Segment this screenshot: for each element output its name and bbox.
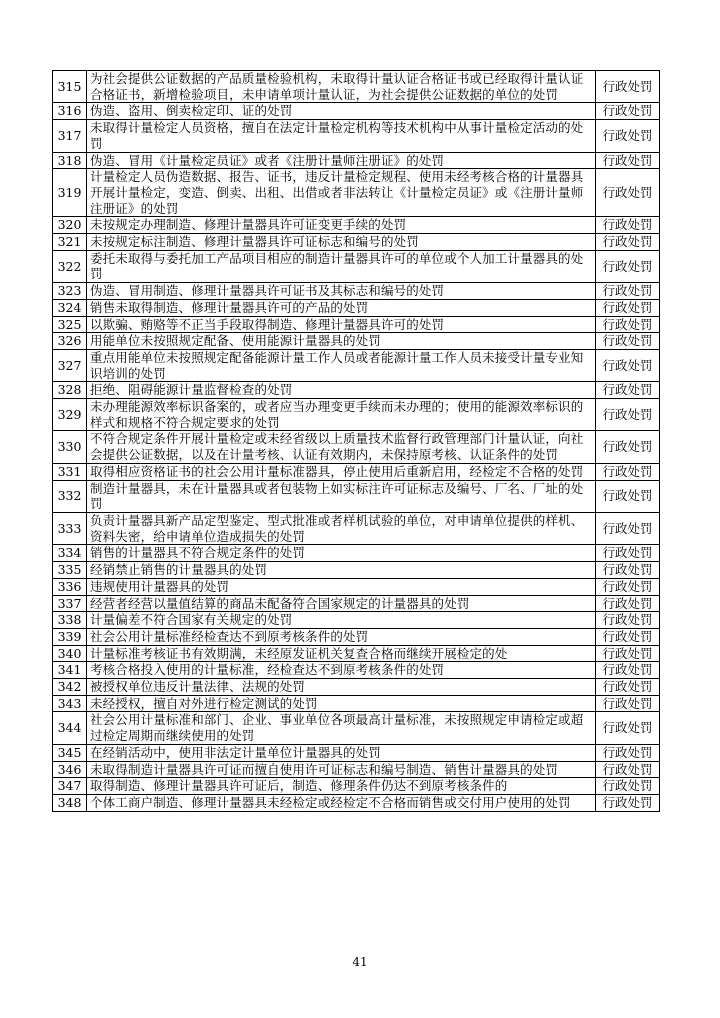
table-row bbox=[53, 778, 660, 795]
row-category: 行政处罚 bbox=[596, 250, 660, 282]
row-number: 334 bbox=[53, 545, 87, 562]
row-description: 在经销活动中，使用非法定计量单位计量器具的处罚 bbox=[87, 744, 596, 761]
row-category: 行政处罚 bbox=[596, 679, 660, 696]
row-number: 318 bbox=[53, 152, 87, 169]
row-description: 不符合规定条件开展计量检定或未经省级以上质量技术监督行政管理部门计量认证，向社会提供公证数据，以及在计量考核、认证有效期内，未保持原考核、认证条件的处罚 bbox=[87, 431, 596, 463]
row-number: 343 bbox=[53, 695, 87, 712]
row-category: 行政处罚 bbox=[596, 612, 660, 629]
row-number: 330 bbox=[53, 431, 87, 463]
row-category: 行政处罚 bbox=[596, 778, 660, 795]
row-category: 行政处罚 bbox=[596, 152, 660, 169]
table-row bbox=[53, 71, 660, 103]
table-row bbox=[53, 382, 660, 399]
table-row bbox=[53, 679, 660, 696]
row-number: 340 bbox=[53, 645, 87, 662]
table-row bbox=[53, 794, 660, 811]
row-category: 行政处罚 bbox=[596, 712, 660, 744]
row-category: 行政处罚 bbox=[596, 333, 660, 350]
row-number: 315 bbox=[53, 71, 87, 103]
row-description: 计量检定人员伪造数据、报告、证书，违反计量检定规程、使用未经考核合格的计量器具开展计量检定，变造、倒卖、出租、出借或者非法转让《计量检定员证》或《注册计量师注册证》的处罚 bbox=[87, 169, 596, 217]
row-category: 行政处罚 bbox=[596, 545, 660, 562]
row-category: 行政处罚 bbox=[596, 595, 660, 612]
table-row bbox=[53, 612, 660, 629]
row-description: 伪造、盗用、倒卖检定印、证的处罚 bbox=[87, 103, 596, 120]
table-row bbox=[53, 103, 660, 120]
table-row bbox=[53, 431, 660, 463]
row-number: 319 bbox=[53, 169, 87, 217]
row-description: 社会公用计量标准经检查达不到原考核条件的处罚 bbox=[87, 628, 596, 645]
table-row bbox=[53, 695, 660, 712]
row-description: 未办理能源效率标识备案的，或者应当办理变更手续而未办理的；使用的能源效率标识的样式和规格不符合规定要求的处罚 bbox=[87, 399, 596, 431]
row-description: 未经授权，擅自对外进行检定测试的处罚 bbox=[87, 695, 596, 712]
row-category: 行政处罚 bbox=[596, 578, 660, 595]
row-category: 行政处罚 bbox=[596, 120, 660, 152]
row-description: 未按规定办理制造、修理计量器具许可证变更手续的处罚 bbox=[87, 217, 596, 234]
row-number: 333 bbox=[53, 512, 87, 544]
row-category: 行政处罚 bbox=[596, 628, 660, 645]
row-number: 341 bbox=[53, 662, 87, 679]
table-row bbox=[53, 712, 660, 744]
row-category: 行政处罚 bbox=[596, 349, 660, 381]
row-description: 负责计量器具新产品定型鉴定、型式批准或者样机试验的单位，对申请单位提供的样机、资料失密，给申请单位造成损失的处罚 bbox=[87, 512, 596, 544]
row-number: 331 bbox=[53, 463, 87, 480]
row-description: 计量偏差不符合国家有关规定的处罚 bbox=[87, 612, 596, 629]
table-row bbox=[53, 744, 660, 761]
row-number: 328 bbox=[53, 382, 87, 399]
row-description: 取得相应资格证书的社会公用计量标准器具，停止使用后重新启用，经检定不合格的处罚 bbox=[87, 463, 596, 480]
row-category: 行政处罚 bbox=[596, 463, 660, 480]
table-row bbox=[53, 662, 660, 679]
table-row bbox=[53, 399, 660, 431]
table-row bbox=[53, 545, 660, 562]
row-category: 行政处罚 bbox=[596, 761, 660, 778]
row-number: 344 bbox=[53, 712, 87, 744]
row-description: 社会公用计量标准和部门、企业、事业单位各项最高计量标准，未按照规定申请检定或超过检定周期而继续使用的处罚 bbox=[87, 712, 596, 744]
row-number: 323 bbox=[53, 283, 87, 300]
row-number: 336 bbox=[53, 578, 87, 595]
table-row bbox=[53, 562, 660, 579]
row-number: 348 bbox=[53, 794, 87, 811]
page-number: 41 bbox=[352, 955, 368, 969]
row-number: 316 bbox=[53, 103, 87, 120]
row-category: 行政处罚 bbox=[596, 662, 660, 679]
row-category: 行政处罚 bbox=[596, 103, 660, 120]
row-number: 326 bbox=[53, 333, 87, 350]
row-description: 违规使用计量器具的处罚 bbox=[87, 578, 596, 595]
row-number: 335 bbox=[53, 562, 87, 579]
row-description: 经营者经营以量值结算的商品未配备符合国家规定的计量器具的处罚 bbox=[87, 595, 596, 612]
table-row bbox=[53, 152, 660, 169]
row-number: 321 bbox=[53, 234, 87, 251]
row-number: 327 bbox=[53, 349, 87, 381]
row-description: 被授权单位违反计量法律、法规的处罚 bbox=[87, 679, 596, 696]
row-description: 拒绝、阻碍能源计量监督检查的处罚 bbox=[87, 382, 596, 399]
row-description: 经销禁止销售的计量器具的处罚 bbox=[87, 562, 596, 579]
table-row bbox=[53, 333, 660, 350]
table-row bbox=[53, 645, 660, 662]
row-number: 325 bbox=[53, 316, 87, 333]
table-row bbox=[53, 120, 660, 152]
row-description: 伪造、冒用《计量检定员证》或者《注册计量师注册证》的处罚 bbox=[87, 152, 596, 169]
row-number: 338 bbox=[53, 612, 87, 629]
row-number: 322 bbox=[53, 250, 87, 282]
row-number: 337 bbox=[53, 595, 87, 612]
table-row bbox=[53, 349, 660, 381]
row-description: 未按规定标注制造、修理计量器具许可证标志和编号的处罚 bbox=[87, 234, 596, 251]
table-row bbox=[53, 512, 660, 544]
row-category: 行政处罚 bbox=[596, 71, 660, 103]
penalty-items-table bbox=[52, 70, 660, 812]
table-row bbox=[53, 595, 660, 612]
table-row bbox=[53, 250, 660, 282]
table-row bbox=[53, 480, 660, 512]
row-category: 行政处罚 bbox=[596, 431, 660, 463]
row-number: 324 bbox=[53, 299, 87, 316]
row-description: 个体工商户制造、修理计量器具未经检定或经检定不合格而销售或交付用户使用的处罚 bbox=[87, 794, 596, 811]
row-number: 329 bbox=[53, 399, 87, 431]
row-number: 345 bbox=[53, 744, 87, 761]
row-description: 以欺骗、贿赂等不正当手段取得制造、修理计量器具许可的处罚 bbox=[87, 316, 596, 333]
row-category: 行政处罚 bbox=[596, 794, 660, 811]
row-category: 行政处罚 bbox=[596, 283, 660, 300]
row-description: 未取得计量检定人员资格，擅自在法定计量检定机构等技术机构中从事计量检定活动的处罚 bbox=[87, 120, 596, 152]
row-category: 行政处罚 bbox=[596, 562, 660, 579]
row-description: 计量标准考核证书有效期满，未经原发证机关复查合格而继续开展检定的处 bbox=[87, 645, 596, 662]
row-category: 行政处罚 bbox=[596, 234, 660, 251]
row-category: 行政处罚 bbox=[596, 645, 660, 662]
table-row bbox=[53, 217, 660, 234]
row-category: 行政处罚 bbox=[596, 299, 660, 316]
row-description: 为社会提供公证数据的产品质量检验机构，未取得计量认证合格证书或已经取得计量认证合格证书，新增检验项目，未申请单项计量认证，为社会提供公证数据的单位的处罚 bbox=[87, 71, 596, 103]
row-category: 行政处罚 bbox=[596, 512, 660, 544]
table-row bbox=[53, 299, 660, 316]
table-row bbox=[53, 316, 660, 333]
row-category: 行政处罚 bbox=[596, 382, 660, 399]
table-row bbox=[53, 234, 660, 251]
table-row bbox=[53, 628, 660, 645]
row-description: 伪造、冒用制造、修理计量器具许可证书及其标志和编号的处罚 bbox=[87, 283, 596, 300]
row-category: 行政处罚 bbox=[596, 399, 660, 431]
table-row bbox=[53, 578, 660, 595]
row-category: 行政处罚 bbox=[596, 744, 660, 761]
row-description: 考核合格投入使用的计量标准，经检查达不到原考核条件的处罚 bbox=[87, 662, 596, 679]
table-row bbox=[53, 463, 660, 480]
row-category: 行政处罚 bbox=[596, 695, 660, 712]
table-row bbox=[53, 283, 660, 300]
row-number: 320 bbox=[53, 217, 87, 234]
row-description: 取得制造、修理计量器具许可证后，制造、修理条件仍达不到原考核条件的 bbox=[87, 778, 596, 795]
row-category: 行政处罚 bbox=[596, 480, 660, 512]
row-number: 342 bbox=[53, 679, 87, 696]
table-row bbox=[53, 169, 660, 217]
row-number: 317 bbox=[53, 120, 87, 152]
row-description: 销售未取得制造、修理计量器具许可的产品的处罚 bbox=[87, 299, 596, 316]
table-body bbox=[53, 71, 660, 812]
row-category: 行政处罚 bbox=[596, 217, 660, 234]
row-category: 行政处罚 bbox=[596, 316, 660, 333]
row-number: 339 bbox=[53, 628, 87, 645]
row-description: 重点用能单位未按照规定配备能源计量工作人员或者能源计量工作人员未接受计量专业知识培训的处罚 bbox=[87, 349, 596, 381]
row-number: 347 bbox=[53, 778, 87, 795]
row-description: 未取得制造计量器具许可证而擅自使用许可证标志和编号制造、销售计量器具的处罚 bbox=[87, 761, 596, 778]
row-number: 332 bbox=[53, 480, 87, 512]
row-description: 制造计量器具，未在计量器具或者包装物上如实标注许可证标志及编号、厂名、厂址的处罚 bbox=[87, 480, 596, 512]
row-description: 委托未取得与委托加工产品项目相应的制造计量器具许可的单位或个人加工计量器具的处罚 bbox=[87, 250, 596, 282]
row-number: 346 bbox=[53, 761, 87, 778]
table-row bbox=[53, 761, 660, 778]
row-description: 用能单位未按照规定配备、使用能源计量器具的处罚 bbox=[87, 333, 596, 350]
row-description: 销售的计量器具不符合规定条件的处罚 bbox=[87, 545, 596, 562]
row-category: 行政处罚 bbox=[596, 169, 660, 217]
